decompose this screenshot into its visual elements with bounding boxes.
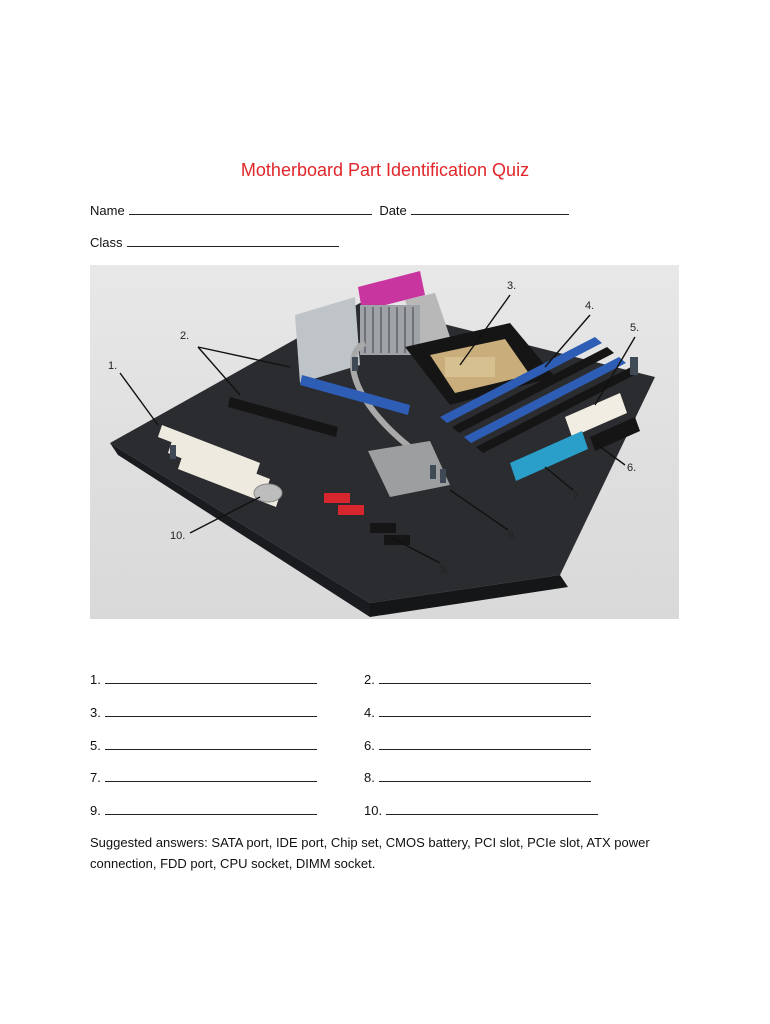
answer-line[interactable] xyxy=(105,802,317,815)
name-line[interactable] xyxy=(129,202,372,215)
answer-line[interactable] xyxy=(386,802,598,815)
answer-line[interactable] xyxy=(379,769,591,782)
answer-number: 10. xyxy=(364,803,383,818)
cmos-battery xyxy=(254,484,282,502)
answer-5[interactable] xyxy=(90,737,317,753)
answer-number: 1. xyxy=(90,672,101,687)
answer-number: 3. xyxy=(90,705,101,720)
class-line[interactable] xyxy=(127,234,339,247)
answer-number: 2. xyxy=(364,672,375,687)
motherboard-photo xyxy=(90,265,679,619)
class-label: Class xyxy=(90,235,123,250)
answer-line[interactable] xyxy=(105,671,317,684)
answer-10[interactable] xyxy=(364,802,598,818)
answer-number: 8. xyxy=(364,770,375,785)
callout-3: 3. xyxy=(507,280,517,292)
name-field[interactable] xyxy=(90,202,569,218)
date-line[interactable] xyxy=(411,202,569,215)
class-field[interactable] xyxy=(90,234,339,250)
answer-8[interactable] xyxy=(364,769,591,785)
answer-4[interactable] xyxy=(364,704,591,720)
answer-line[interactable] xyxy=(379,737,591,750)
answer-6[interactable] xyxy=(364,737,591,753)
callout-8: 8. xyxy=(508,530,518,542)
date-label: Date xyxy=(379,203,407,218)
answer-line[interactable] xyxy=(105,737,317,750)
answer-line[interactable] xyxy=(379,704,591,717)
answer-line[interactable] xyxy=(379,671,591,684)
callout-6: 6. xyxy=(627,462,637,474)
answer-number: 7. xyxy=(90,770,101,785)
answer-line[interactable] xyxy=(105,704,317,717)
answer-1[interactable] xyxy=(90,671,317,687)
answer-number: 9. xyxy=(90,803,101,818)
answer-number: 4. xyxy=(364,705,375,720)
answer-2[interactable] xyxy=(364,671,591,687)
name-label: Name xyxy=(90,203,125,218)
callout-10: 10. xyxy=(170,530,186,542)
answer-number: 5. xyxy=(90,738,101,753)
callout-1: 1. xyxy=(108,360,118,372)
answer-number: 6. xyxy=(364,738,375,753)
answer-3[interactable] xyxy=(90,704,317,720)
callout-2: 2. xyxy=(180,330,190,342)
callout-7: 7. xyxy=(573,490,583,502)
quiz-title: Motherboard Part Identification Quiz xyxy=(240,160,530,180)
suggested-answers: Suggested answers: SATA port, IDE port, Chip set, CMOS battery, PCI slot, PCIe slot, ATX power connection, FDD port, CPU socket, DIMM socket. xyxy=(90,835,650,871)
answer-7[interactable] xyxy=(90,769,317,785)
answer-line[interactable] xyxy=(105,769,317,782)
answer-9[interactable] xyxy=(90,802,317,818)
callout-4: 4. xyxy=(585,300,595,312)
callout-5: 5. xyxy=(630,322,640,334)
motherboard-illustration xyxy=(90,265,679,619)
callout-9: 9. xyxy=(440,564,450,576)
